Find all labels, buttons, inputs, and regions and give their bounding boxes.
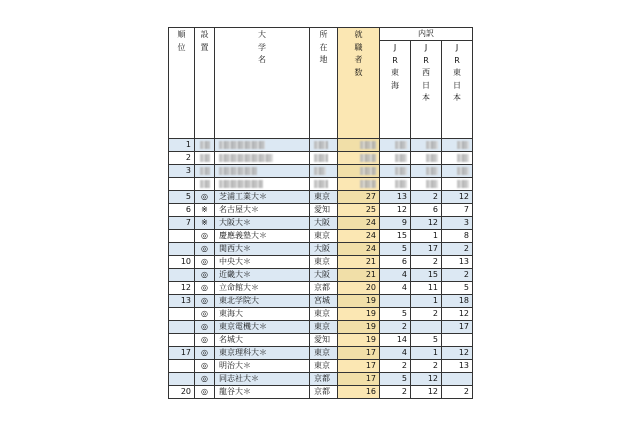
redacted-block [219,167,257,175]
redacted-block [360,154,376,162]
rank-cell [169,178,195,191]
university-name [215,165,310,178]
jr-west-count: 17 [411,243,442,256]
location-cell: 京都 [310,373,338,386]
rank-cell: 17 [169,347,195,360]
location-cell [310,152,338,165]
table-row [169,243,473,256]
employed-count: 17 [338,347,380,360]
employed-count: 19 [338,334,380,347]
setup-mark: ◎ [195,308,215,321]
employed-count: 21 [338,256,380,269]
employed-count: 17 [338,373,380,386]
table-row [169,269,473,282]
table-row [169,256,473,269]
location-cell [310,165,338,178]
rank-cell [169,360,195,373]
jr-central-count: 4 [380,269,411,282]
jr-east-count: 12 [442,347,473,360]
header-employed [338,28,380,139]
setup-mark: ◎ [195,334,215,347]
table-row [169,152,473,165]
redacted-block [426,180,438,188]
rank-cell: 6 [169,204,195,217]
redacted-block [426,167,438,175]
location-cell: 愛知 [310,334,338,347]
header-location [310,28,338,139]
redacted-block [457,180,469,188]
setup-mark: ◎ [195,282,215,295]
location-cell: 大阪 [310,269,338,282]
setup-mark: ◎ [195,321,215,334]
jr-east-count: 12 [442,191,473,204]
redacted-block [360,167,376,175]
employed-count [338,178,380,191]
rank-cell [169,321,195,334]
jr-west-count [411,165,442,178]
employed-count: 21 [338,269,380,282]
location-cell [310,178,338,191]
university-name: 東北学院大 [215,295,310,308]
location-cell: 大阪 [310,217,338,230]
header-char: 東 [453,68,461,77]
jr-west-count: 1 [411,230,442,243]
employed-count: 24 [338,217,380,230]
university-name: 関西大＊ [215,243,310,256]
jr-east-count [442,152,473,165]
jr-central-count: 12 [380,204,411,217]
rank-cell: 5 [169,191,195,204]
header-char: J [455,43,459,52]
header-rank [169,28,195,139]
jr-central-count: 2 [380,386,411,399]
header-char: 海 [391,80,399,90]
university-name: 近畿大＊ [215,269,310,282]
location-cell: 東京 [310,347,338,360]
rank-cell: 13 [169,295,195,308]
redacted-block [314,154,328,162]
rank-cell: 7 [169,217,195,230]
header-char: 学 [258,42,266,52]
jr-central-count: 4 [380,282,411,295]
table-row [169,191,473,204]
rank-cell [169,334,195,347]
jr-west-count: 1 [411,347,442,360]
header-char: R [454,55,460,65]
location-cell: 京都 [310,386,338,399]
location-cell: 東京 [310,360,338,373]
jr-central-count: 13 [380,191,411,204]
header-char: 順 [177,30,186,39]
header-jr-east [442,41,473,139]
university-name: 龍谷大＊ [215,386,310,399]
header-char: 者 [354,55,363,64]
table-row [169,308,473,321]
university-name: 名城大 [215,334,310,347]
redacted-block [219,141,265,149]
jr-central-count: 5 [380,308,411,321]
ranking-body [169,139,473,399]
header-char: 西 [422,68,430,77]
jr-east-count [442,373,473,386]
table-row [169,165,473,178]
location-cell: 大阪 [310,243,338,256]
rank-cell: 10 [169,256,195,269]
employed-count [338,139,380,152]
header-char: J [393,43,397,52]
university-name: 東海大 [215,308,310,321]
jr-central-count: 6 [380,256,411,269]
redacted-block [457,141,469,149]
jr-west-count [411,152,442,165]
redacted-block [457,167,469,175]
table-row [169,230,473,243]
header-char: 日 [453,80,461,90]
jr-central-count: 15 [380,230,411,243]
employed-count: 24 [338,230,380,243]
jr-west-count: 2 [411,191,442,204]
jr-east-count: 3 [442,217,473,230]
setup-mark: ◎ [195,243,215,256]
header-breakdown: 内訳 [380,28,473,41]
jr-east-count: 17 [442,321,473,334]
jr-central-count [380,165,411,178]
setup-mark: ◎ [195,373,215,386]
jr-central-count [380,295,411,308]
rank-cell: 12 [169,282,195,295]
jr-west-count: 12 [411,217,442,230]
jr-east-count [442,334,473,347]
location-cell: 愛知 [310,204,338,217]
header-university [215,28,310,139]
jr-west-count [411,178,442,191]
university-name [215,178,310,191]
jr-west-count: 12 [411,386,442,399]
jr-central-count: 4 [380,347,411,360]
jr-east-count: 2 [442,243,473,256]
rank-cell [169,243,195,256]
jr-west-count: 11 [411,282,442,295]
redacted-block [200,167,210,175]
university-name: 芝浦工業大＊ [215,191,310,204]
location-cell: 東京 [310,308,338,321]
location-cell: 東京 [310,321,338,334]
redacted-block [395,167,407,175]
header-char: R [392,55,398,65]
rank-cell [169,230,195,243]
table-row [169,204,473,217]
jr-east-count: 18 [442,295,473,308]
location-cell: 東京 [310,191,338,204]
setup-mark: ◎ [195,295,215,308]
header-jr-west [411,41,442,139]
setup-mark: ◎ [195,256,215,269]
employed-count [338,165,380,178]
header-char: 在 [319,42,328,52]
employed-count: 20 [338,282,380,295]
jr-east-count [442,178,473,191]
header-char: 就 [354,30,363,39]
redacted-block [457,154,469,162]
header-row [169,28,473,41]
redacted-block [200,141,210,149]
setup-mark [195,178,215,191]
header-char: 東 [391,68,399,77]
header-char: 地 [319,55,328,64]
header-char: 日 [422,80,430,90]
setup-mark: ◎ [195,360,215,373]
employed-count [338,152,380,165]
table-row [169,360,473,373]
employed-count: 24 [338,243,380,256]
header-char: 置 [200,42,209,52]
setup-mark: ◎ [195,230,215,243]
jr-east-count: 5 [442,282,473,295]
jr-west-count: 12 [411,373,442,386]
jr-east-count: 2 [442,269,473,282]
university-name: 中央大＊ [215,256,310,269]
jr-west-count: 5 [411,334,442,347]
rank-cell [169,269,195,282]
university-name: 名古屋大＊ [215,204,310,217]
university-name: 立命館大＊ [215,282,310,295]
header-char: 位 [177,42,186,52]
jr-west-count: 15 [411,269,442,282]
employed-count: 17 [338,360,380,373]
table-row [169,139,473,152]
rank-cell: 20 [169,386,195,399]
redacted-block [360,180,376,188]
header-char: 所 [319,30,328,39]
header-char: 名 [258,55,266,64]
employed-count: 19 [338,295,380,308]
jr-central-count: 14 [380,334,411,347]
header-jr-central [380,41,411,139]
setup-mark [195,139,215,152]
setup-mark: ◎ [195,269,215,282]
jr-central-count [380,178,411,191]
table-row [169,347,473,360]
redacted-block [426,141,438,149]
rank-cell [169,373,195,386]
ranking-table [168,27,473,399]
jr-east-count: 13 [442,256,473,269]
jr-west-count: 6 [411,204,442,217]
jr-west-count: 2 [411,360,442,373]
jr-central-count [380,152,411,165]
jr-east-count: 2 [442,386,473,399]
table-row [169,334,473,347]
university-name: 大阪大＊ [215,217,310,230]
table-row [169,217,473,230]
header-char: 設 [200,30,209,39]
university-name: 東京理科大＊ [215,347,310,360]
university-name [215,152,310,165]
setup-mark: ※ [195,204,215,217]
table-row [169,295,473,308]
jr-central-count: 9 [380,217,411,230]
redacted-block [426,154,438,162]
redacted-block [395,154,407,162]
employed-count: 19 [338,308,380,321]
university-name [215,139,310,152]
redacted-block [314,180,328,188]
header-char: 数 [354,67,363,77]
jr-east-count: 13 [442,360,473,373]
header-char: R [423,55,429,65]
setup-mark [195,165,215,178]
location-cell [310,139,338,152]
jr-west-count [411,321,442,334]
table-row [169,373,473,386]
redacted-block [314,167,326,175]
table-row [169,321,473,334]
jr-west-count: 2 [411,308,442,321]
header-char: 本 [422,93,430,102]
redacted-block [200,154,210,162]
jr-east-count: 12 [442,308,473,321]
jr-central-count: 2 [380,321,411,334]
location-cell: 京都 [310,282,338,295]
header-char: 職 [354,42,363,52]
setup-mark: ※ [195,217,215,230]
jr-east-count [442,139,473,152]
setup-mark [195,152,215,165]
jr-central-count: 5 [380,373,411,386]
employed-count: 19 [338,321,380,334]
header-setup [195,28,215,139]
location-cell: 東京 [310,256,338,269]
jr-east-count [442,165,473,178]
setup-mark: ◎ [195,191,215,204]
jr-central-count [380,139,411,152]
redacted-block [219,180,263,188]
table-row [169,386,473,399]
location-cell: 東京 [310,230,338,243]
header-char: 大 [258,30,266,39]
jr-west-count [411,139,442,152]
jr-east-count: 8 [442,230,473,243]
jr-central-count: 5 [380,243,411,256]
rank-cell: 1 [169,139,195,152]
rank-cell: 3 [169,165,195,178]
redacted-block [219,154,273,162]
university-name: 東京電機大＊ [215,321,310,334]
redacted-block [395,180,407,188]
university-name: 慶應義塾大＊ [215,230,310,243]
table-row [169,282,473,295]
redacted-block [395,141,407,149]
jr-west-count: 2 [411,256,442,269]
university-name: 同志社大＊ [215,373,310,386]
header-char: 本 [453,93,461,102]
jr-west-count: 1 [411,295,442,308]
table-row [169,178,473,191]
setup-mark: ◎ [195,386,215,399]
rank-cell [169,308,195,321]
jr-central-count: 2 [380,360,411,373]
jr-east-count: 7 [442,204,473,217]
employed-count: 16 [338,386,380,399]
setup-mark: ◎ [195,347,215,360]
redacted-block [200,180,210,188]
employed-count: 27 [338,191,380,204]
location-cell: 宮城 [310,295,338,308]
university-name: 明治大＊ [215,360,310,373]
rank-cell: 2 [169,152,195,165]
header-char: J [424,43,428,52]
redacted-block [314,141,328,149]
employed-count: 25 [338,204,380,217]
redacted-block [360,141,376,149]
